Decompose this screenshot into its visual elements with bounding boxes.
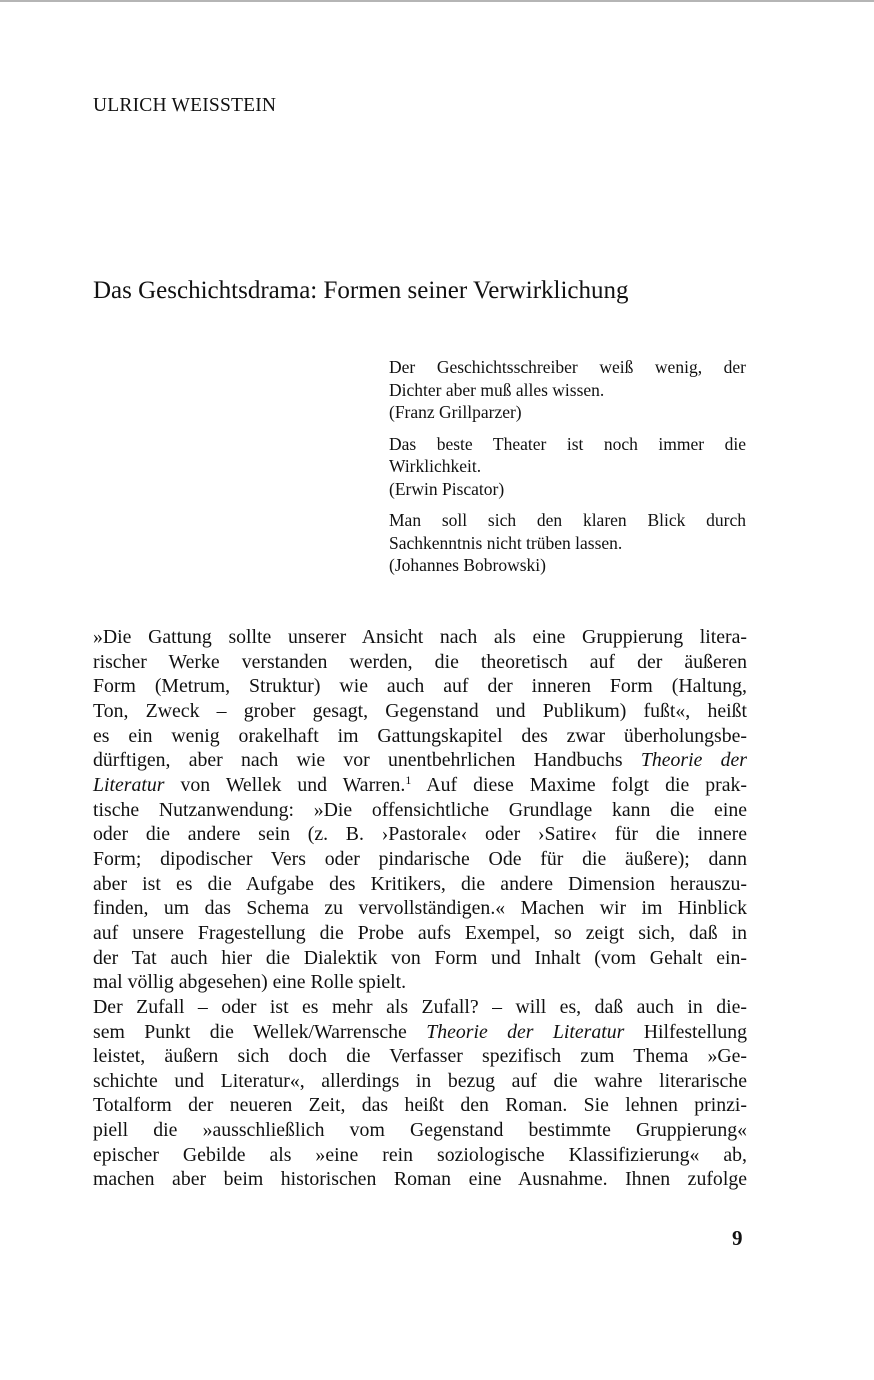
body-text-run: dürftigen, aber nach wie vor unentbehrlichen Handbuchs: [93, 749, 623, 772]
page-number: 9: [732, 1226, 743, 1250]
epigraph-source: (Erwin Piscator): [389, 478, 505, 499]
body-line: machen aber beim historischen Roman eine Ausnahme. Ihnen zufolge: [93, 1168, 747, 1191]
epigraph-block: [389, 356, 746, 586]
epigraph-line: Der Geschichtsschreiber weiß wenig, der: [389, 357, 746, 377]
body-line: [93, 748, 747, 773]
body-line: epischer Gebilde als »eine rein soziologische Klassifizierung« ab,: [93, 1143, 747, 1166]
epigraph-piscator: [389, 433, 746, 501]
epigraph-line: Man soll sich den klaren Blick durch: [389, 510, 746, 530]
body-line: schichte und Literatur«, allerdings in bezug auf die wahre literarische: [93, 1069, 747, 1092]
body-line: auf unsere Fragestellung die Probe aufs Exempel, so zeigt sich, daß in: [93, 921, 747, 944]
footnote-marker[interactable]: 1: [405, 772, 412, 787]
body-text-run: Auf diese Maxime folgt die prak-: [426, 773, 747, 796]
book-title-italic: Theorie der: [640, 749, 748, 772]
epigraph-grillparzer: [389, 356, 746, 424]
running-head-author: ULRICH WEISSTEIN: [93, 95, 277, 116]
body-line: finden, um das Schema zu vervollständigen.« Machen wir im Hinblick: [93, 897, 747, 920]
body-line: Ton, Zweck – grober gesagt, Gegenstand und Publikum) fußt«, heißt: [93, 699, 747, 722]
epigraph-line: Sachkenntnis nicht trüben lassen.: [389, 532, 623, 553]
body-line: leistet, äußern sich doch die Verfasser spezifisch zum Thema »Ge-: [93, 1045, 747, 1068]
body-line: oder die andere sein (z. B. ›Pastorale‹ oder ›Satire‹ für die innere: [93, 823, 747, 846]
body-line: tische Nutzanwendung: »Die offensichtliche Grundlage kann die eine: [93, 798, 747, 821]
epigraph-line: Wirklichkeit.: [389, 456, 482, 476]
epigraph-source: (Franz Grillparzer): [389, 402, 522, 422]
epigraph-bobrowski: [389, 509, 746, 577]
chapter-title: Das Geschichtsdrama: Formen seiner Verwirklichung: [93, 277, 629, 304]
body-line: der Tat auch hier die Dialektik von Form und Inhalt (vom Gehalt ein-: [93, 946, 747, 969]
body-text-run: Hilfestellung: [643, 1020, 747, 1043]
book-title-italic: Literatur: [93, 773, 165, 796]
epigraph-line: Dichter aber muß alles wissen.: [389, 379, 605, 400]
book-title-italic: Theorie der Literatur: [426, 1020, 625, 1043]
body-line: [93, 773, 747, 798]
body-text: [93, 625, 747, 1192]
body-line: Form; dipodischer Vers oder pindarische Ode für die äußere); dann: [93, 847, 747, 870]
body-text-run: sem Punkt die Wellek/Warrensche: [93, 1020, 407, 1043]
body-line: Totalform der neueren Zeit, das heißt den Roman. Sie lehnen prinzi-: [93, 1094, 747, 1117]
body-line: »Die Gattung sollte unserer Ansicht nach als eine Gruppierung litera-: [93, 626, 747, 648]
epigraph-source: (Johannes Bobrowski): [389, 555, 546, 575]
body-line: aber ist es die Aufgabe des Kritikers, die andere Dimension herauszu-: [93, 872, 747, 895]
scan-top-edge: [0, 0, 874, 2]
body-line: piell die »ausschließlich vom Gegenstand bestimmte Gruppierung«: [93, 1119, 747, 1142]
body-line: [93, 1020, 747, 1045]
epigraph-line: Das beste Theater ist noch immer die: [389, 433, 746, 454]
body-text-run: von Wellek und Warren.: [180, 773, 406, 796]
body-line: Der Zufall – oder ist es mehr als Zufall? – will es, daß auch in die-: [93, 995, 747, 1018]
body-line: Form (Metrum, Struktur) wie auch auf der inneren Form (Haltung,: [93, 675, 747, 698]
body-line: es ein wenig orakelhaft im Gattungskapitel des zwar überholungsbe-: [93, 724, 747, 747]
body-line: mal völlig abgesehen) eine Rolle spielt.: [93, 971, 407, 994]
body-line: rischer Werke verstanden werden, die theoretisch auf der äußeren: [93, 650, 747, 673]
